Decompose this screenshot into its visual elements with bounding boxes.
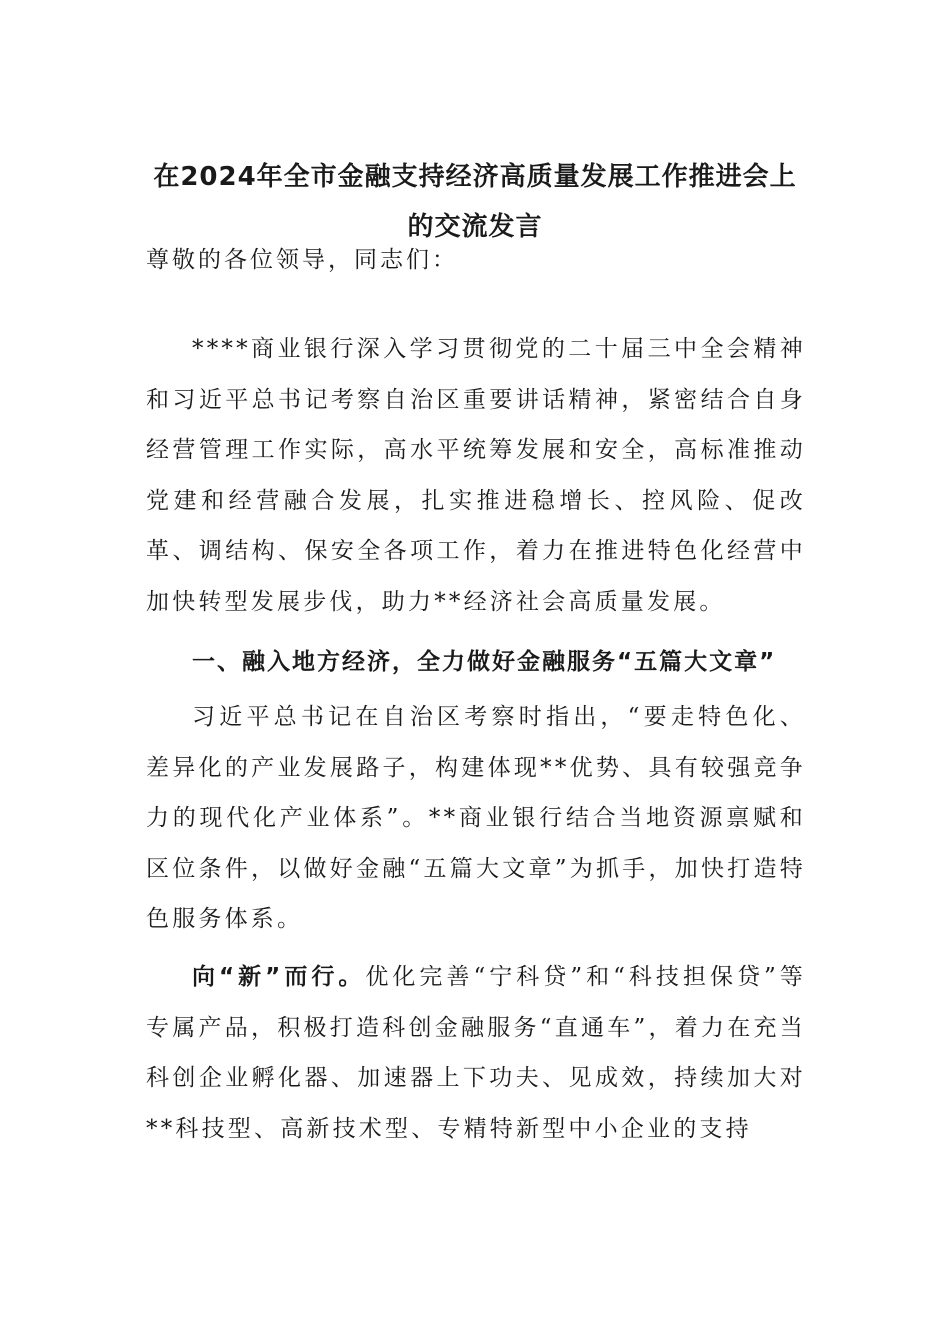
paragraph-innovation — [146, 952, 806, 1154]
paragraph-body: 优化完善“宁科贷”和“科技担保贷”等专属产品，积极打造科创金融服务“直通车”，着力在充当科创企业孵化器、加速器上下功夫、见成效，持续加大对**科技型、高新技术型、专精特新型中小企业的支持 — [146, 964, 806, 1142]
document-title: 在2024年全市金融支持经济高质量发展工作推进会上的交流发言 — [153, 162, 797, 242]
paragraph-intro: ****商业银行深入学习贯彻党的二十届三中全会精神和习近平总书记考察自治区重要讲话精神，紧密结合自身经营管理工作实际，高水平统筹发展和安全，高标准推动党建和经营融合发展，扎实推进稳增长、控风险、促改革、调结构、保安全各项工作，着力在推进特色化经营中加快转型发展步伐，助力**经济社会高质量发展。 — [146, 336, 806, 615]
section-heading-1: 一、融入地方经济，全力做好金融服务“五篇大文章” — [192, 649, 777, 675]
paragraph-lead: 向“新”而行。 — [192, 964, 366, 990]
salutation: 尊敬的各位领导，同志们： — [146, 247, 458, 273]
paragraph-section1-intro: 习近平总书记在自治区考察时指出，“要走特色化、差异化的产业发展路子，构建体现**优势、具有较强竞争力的现代化产业体系”。**商业银行结合当地资源禀赋和区位条件，以做好金融“五篇大文章”为抓手，加快打造特色服务体系。 — [146, 704, 806, 932]
